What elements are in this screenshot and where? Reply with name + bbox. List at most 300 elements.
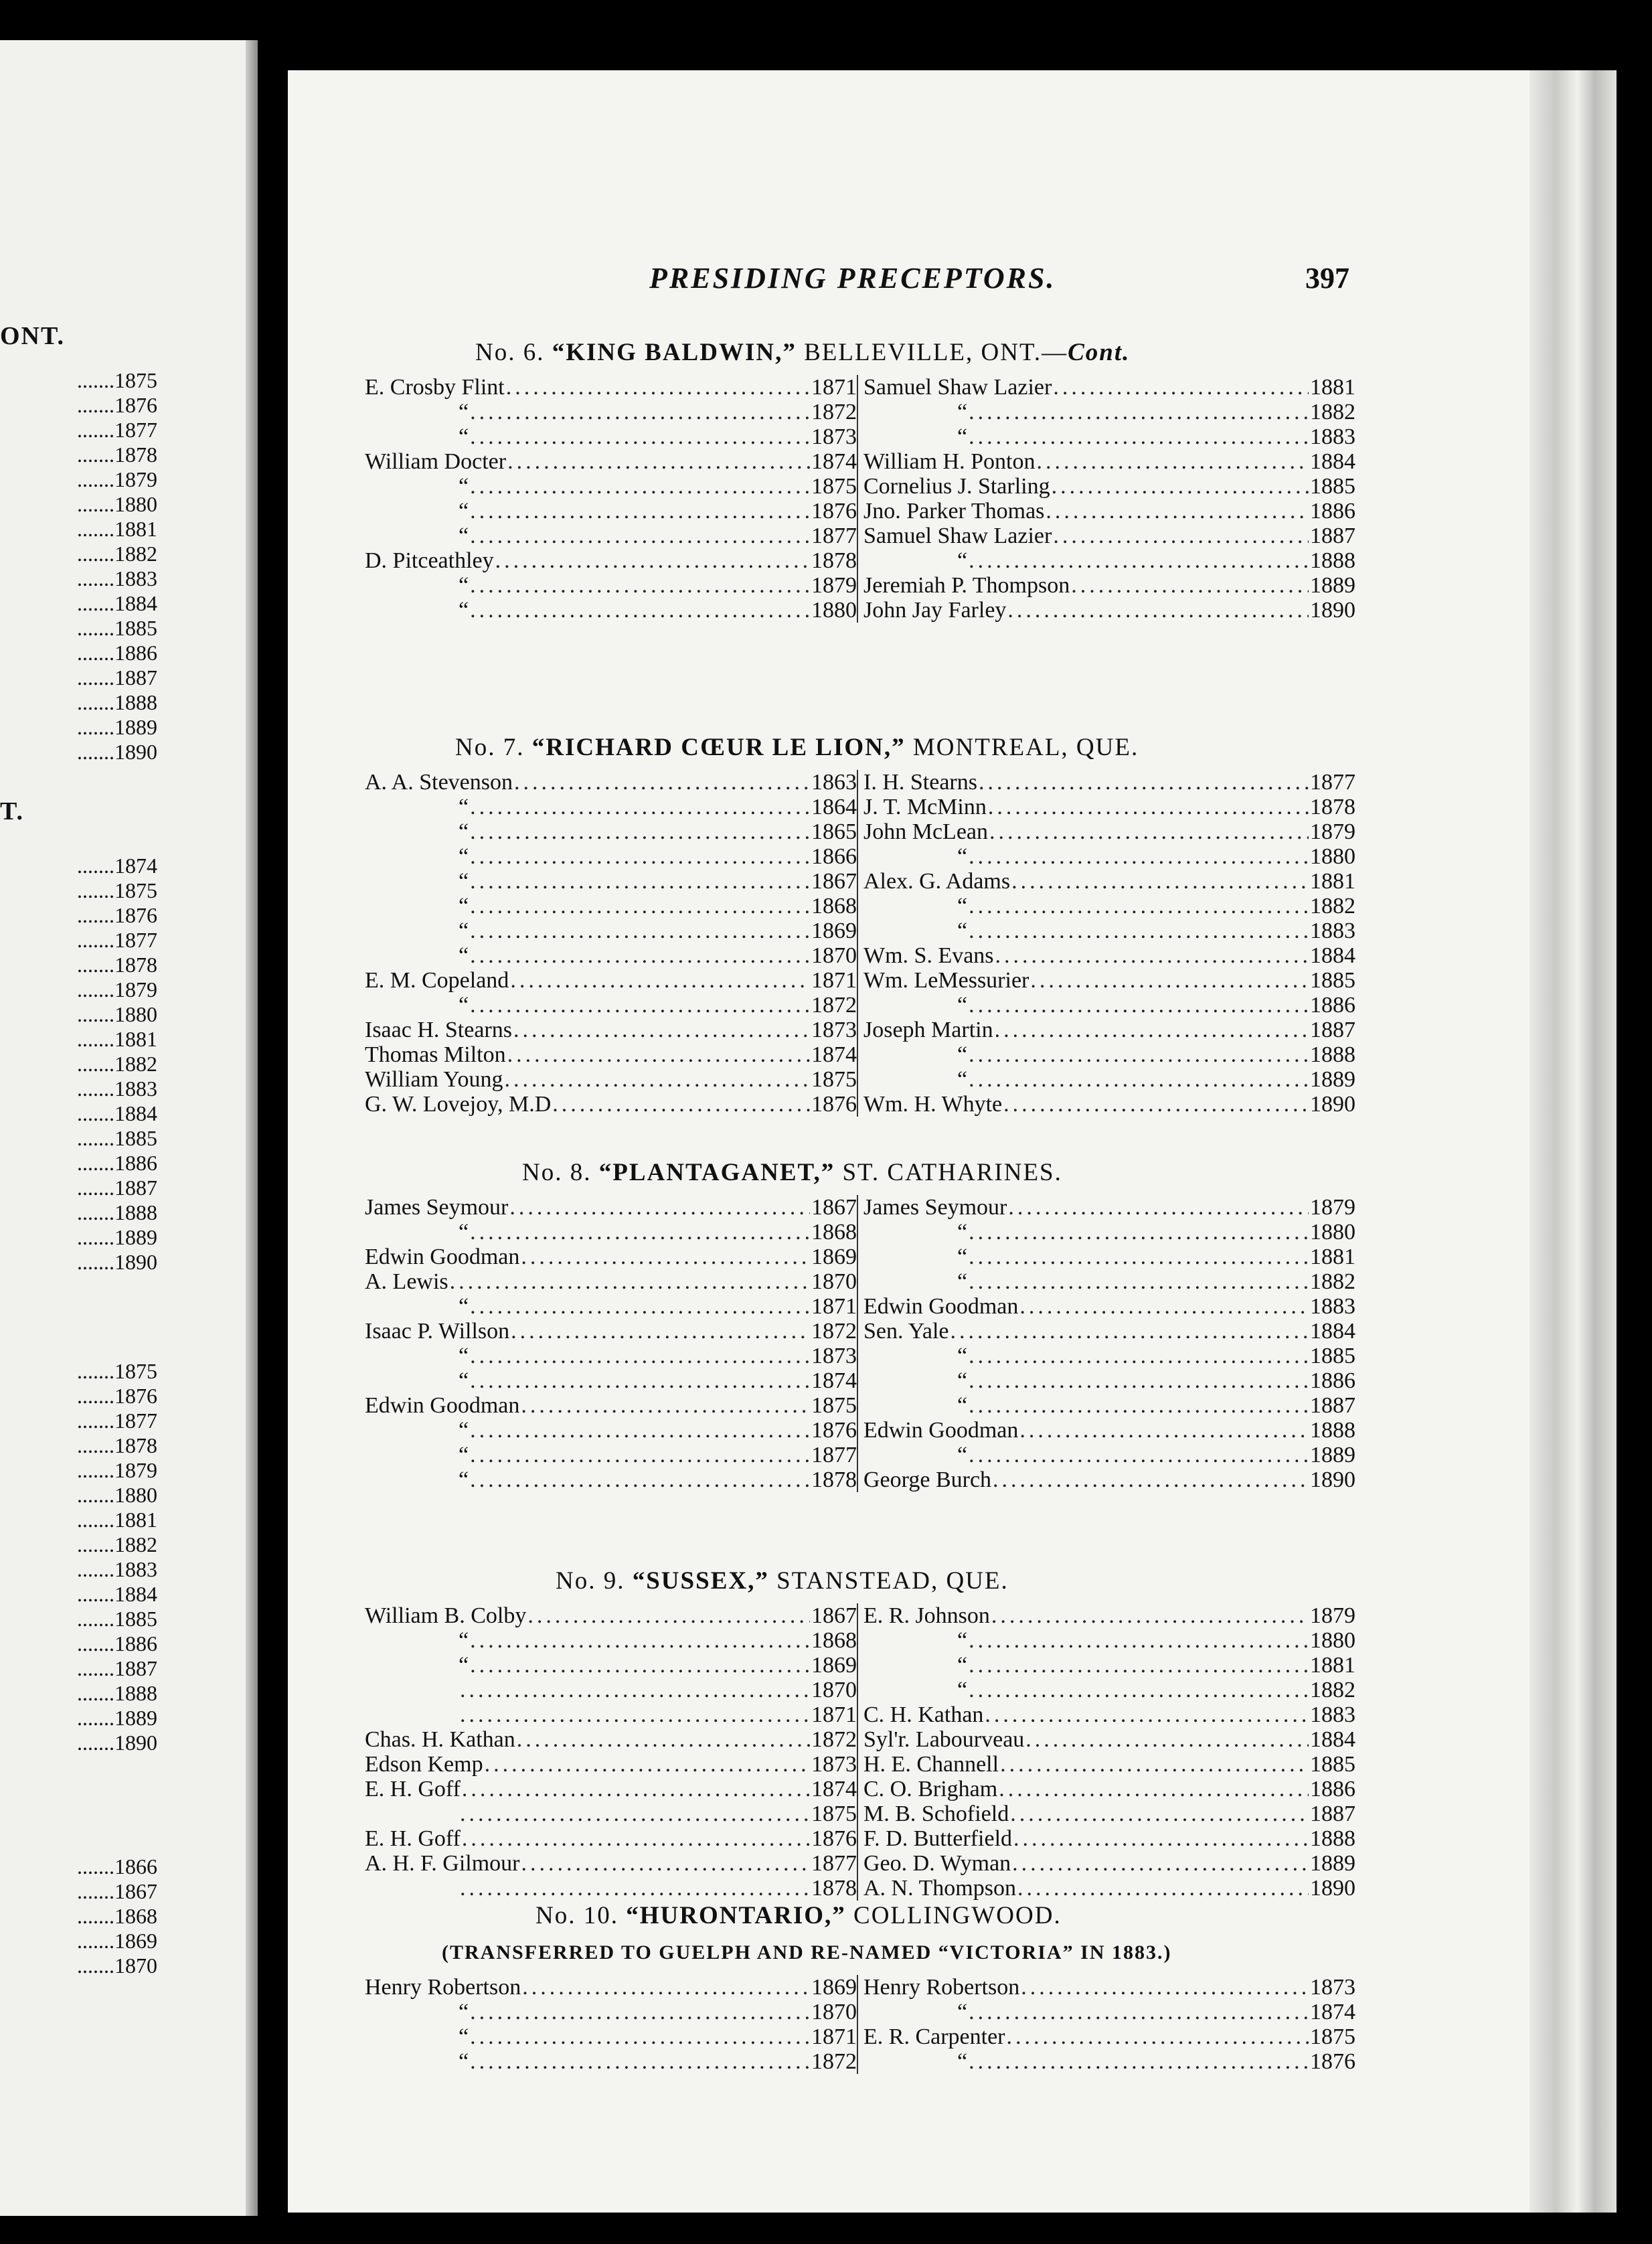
- section-title: [556, 1567, 1009, 1595]
- year: 1887: [1310, 1801, 1355, 1826]
- leader-dots: [470, 1344, 810, 1368]
- ditto-mark: “: [957, 1344, 968, 1368]
- year: 1880: [1310, 844, 1355, 869]
- ditto-mark: “: [957, 1443, 968, 1467]
- leader-dots: [1010, 1801, 1309, 1826]
- lodge-name: “PLANTAGANET,”: [598, 1159, 835, 1186]
- preceptor-row: [863, 770, 1355, 795]
- column-divider: [857, 375, 858, 623]
- leader-dots: [1046, 499, 1309, 524]
- preceptor-name: Chas. H. Kathan: [365, 1727, 515, 1752]
- preceptor-row: [863, 2000, 1355, 2024]
- preceptor-row: [365, 1067, 857, 1092]
- ditto-mark: “: [459, 943, 469, 968]
- leader-dots: [460, 1801, 810, 1826]
- facing-page-year: .......1889: [77, 1225, 157, 1249]
- preceptor-name: G. W. Lovejoy, M.D: [365, 1092, 552, 1117]
- preceptor-row: [365, 1018, 857, 1042]
- preceptor-name: George Burch: [863, 1467, 992, 1492]
- facing-page-year: .......1890: [77, 1731, 157, 1755]
- year: 1890: [1310, 1467, 1355, 1492]
- preceptor-name: Jeremiah P. Thompson: [863, 573, 1070, 598]
- leader-dots: [485, 1752, 810, 1777]
- leader-dots: [1071, 573, 1309, 598]
- facing-page-year: .......1878: [77, 443, 157, 467]
- preceptor-row: [863, 524, 1355, 548]
- facing-page-year: .......1886: [77, 641, 157, 665]
- leader-dots: [495, 548, 810, 573]
- preceptor-row: [365, 1245, 857, 1269]
- preceptor-name: Henry Robertson: [863, 1975, 1020, 2000]
- column-divider: [857, 1603, 858, 1901]
- ditto-mark: “: [459, 1294, 469, 1319]
- facing-page-year: .......1877: [77, 1409, 157, 1433]
- facing-page-heading: ONT.: [0, 322, 66, 350]
- preceptor-row: [863, 1801, 1355, 1826]
- ditto-mark: “: [459, 894, 469, 918]
- year: 1887: [1310, 524, 1355, 548]
- preceptor-row: [365, 1344, 857, 1368]
- preceptor-row: [863, 598, 1355, 623]
- year: 1884: [1310, 943, 1355, 968]
- preceptor-row: [863, 1195, 1355, 1220]
- page-edge: [1530, 70, 1617, 2213]
- year: 1874: [811, 1368, 857, 1393]
- leader-dots: [470, 869, 810, 894]
- leader-dots: [521, 1393, 810, 1418]
- year: 1871: [811, 375, 857, 400]
- year: 1888: [1310, 1826, 1355, 1851]
- preceptor-name: A. N. Thompson: [863, 1876, 1016, 1901]
- preceptor-row: [365, 1678, 857, 1702]
- preceptor-name: M. B. Schofield: [863, 1801, 1009, 1826]
- year: 1879: [1310, 819, 1355, 844]
- year: 1873: [1310, 1975, 1355, 2000]
- preceptor-column-left: [365, 1195, 857, 1492]
- preceptor-row: [863, 1678, 1355, 1702]
- leader-dots: [470, 499, 810, 524]
- leader-dots: [969, 1245, 1309, 1269]
- preceptor-row: [863, 499, 1355, 524]
- leader-dots: [995, 943, 1309, 968]
- leader-dots: [470, 524, 810, 548]
- ditto-mark: “: [459, 819, 469, 844]
- column-divider: [857, 1975, 858, 2074]
- preceptor-name: Syl'r. Labourveau: [863, 1727, 1025, 1752]
- leader-dots: [470, 844, 810, 869]
- lodge-name: “HURONTARIO,”: [626, 1902, 846, 1929]
- preceptor-name: Samuel Shaw Lazier: [863, 375, 1052, 400]
- facing-page-year: .......1888: [77, 690, 157, 714]
- preceptor-row: [863, 1018, 1355, 1042]
- preceptor-column-right: [863, 770, 1355, 1117]
- leader-dots: [470, 1628, 810, 1653]
- preceptor-row: [365, 1220, 857, 1245]
- leader-dots: [470, 598, 810, 623]
- preceptor-row: [365, 1195, 857, 1220]
- column-divider: [857, 1195, 858, 1492]
- year: 1883: [1310, 1294, 1355, 1319]
- year: 1883: [1310, 918, 1355, 943]
- year: 1872: [811, 993, 857, 1018]
- leader-dots: [517, 1727, 810, 1752]
- leader-dots: [507, 1042, 810, 1067]
- facing-page-year: .......1888: [77, 1681, 157, 1705]
- year: 1876: [811, 1826, 857, 1851]
- preceptor-row: [863, 1294, 1355, 1319]
- facing-page-year: .......1867: [77, 1879, 157, 1903]
- year: 1886: [1310, 499, 1355, 524]
- lodge-number: No. 9.: [556, 1567, 625, 1595]
- year: 1881: [1310, 1245, 1355, 1269]
- lodge-name: “SUSSEX,”: [632, 1567, 769, 1595]
- leader-dots: [969, 2000, 1309, 2024]
- leader-dots: [969, 400, 1309, 424]
- year: 1870: [811, 2000, 857, 2024]
- leader-dots: [969, 1067, 1309, 1092]
- preceptor-name: J. T. McMinn: [863, 795, 987, 819]
- facing-page-year: .......1874: [77, 854, 157, 878]
- running-head: PRESIDING PRECEPTORS.: [649, 262, 1056, 295]
- preceptor-row: [365, 968, 857, 993]
- preceptor-row: [365, 1752, 857, 1777]
- leader-dots: [460, 1678, 810, 1702]
- preceptor-name: Edwin Goodman: [365, 1393, 520, 1418]
- preceptor-name: James Seymour: [365, 1195, 509, 1220]
- preceptor-row: [863, 819, 1355, 844]
- facing-page-year: .......1887: [77, 665, 157, 690]
- year: 1882: [1310, 1269, 1355, 1294]
- preceptor-row: [365, 844, 857, 869]
- facing-page-year: .......1890: [77, 1250, 157, 1274]
- year: 1879: [1310, 1195, 1355, 1220]
- preceptor-name: E. H. Goff: [365, 1826, 461, 1851]
- leader-dots: [527, 1603, 810, 1628]
- year: 1874: [811, 449, 857, 474]
- preceptor-row: [365, 1826, 857, 1851]
- preceptor-name: C. H. Kathan: [863, 1702, 984, 1727]
- preceptor-row: [365, 1467, 857, 1492]
- preceptor-name: William B. Colby: [365, 1603, 527, 1628]
- leader-dots: [1030, 968, 1309, 993]
- year: 1890: [1310, 1876, 1355, 1901]
- leader-dots: [988, 795, 1309, 819]
- year: 1868: [811, 894, 857, 918]
- preceptor-row: [863, 1603, 1355, 1628]
- leader-dots: [470, 918, 810, 943]
- preceptor-row: [365, 943, 857, 968]
- preceptor-name: John Jay Farley: [863, 598, 1007, 623]
- preceptor-row: [863, 1042, 1355, 1067]
- preceptor-row: [365, 474, 857, 499]
- ditto-mark: “: [459, 2024, 469, 2049]
- year: 1869: [811, 918, 857, 943]
- year: 1871: [811, 1294, 857, 1319]
- ditto-mark: “: [957, 1067, 968, 1092]
- preceptor-name: Cornelius J. Starling: [863, 474, 1050, 499]
- year: 1877: [1310, 770, 1355, 795]
- leader-dots: [470, 2049, 810, 2074]
- preceptor-row: [365, 598, 857, 623]
- leader-dots: [470, 993, 810, 1018]
- preceptor-row: [365, 499, 857, 524]
- leader-dots: [514, 770, 810, 795]
- preceptor-row: [863, 573, 1355, 598]
- facing-page-year: .......1876: [77, 903, 157, 927]
- year: 1884: [1310, 449, 1355, 474]
- facing-page-year: .......1875: [77, 368, 157, 392]
- facing-page-edge: [246, 40, 258, 2216]
- year: 1889: [1310, 1067, 1355, 1092]
- year: 1888: [1310, 548, 1355, 573]
- preceptor-column-left: [365, 375, 857, 623]
- preceptor-name: Thomas Milton: [365, 1042, 506, 1067]
- leader-dots: [507, 449, 810, 474]
- leader-dots: [1025, 1727, 1309, 1752]
- preceptor-row: [863, 1975, 1355, 2000]
- year: 1885: [1310, 968, 1355, 993]
- preceptor-row: [863, 1851, 1355, 1876]
- preceptor-row: [863, 548, 1355, 573]
- year: 1876: [811, 1418, 857, 1443]
- preceptor-name: William H. Ponton: [863, 449, 1036, 474]
- leader-dots: [470, 424, 810, 449]
- leader-dots: [470, 573, 810, 598]
- year: 1875: [1310, 2024, 1355, 2049]
- preceptor-row: [365, 1294, 857, 1319]
- year: 1874: [1310, 2000, 1355, 2024]
- facing-page-year: .......1875: [77, 1359, 157, 1383]
- preceptor-name: E. Crosby Flint: [365, 375, 505, 400]
- preceptor-row: [863, 943, 1355, 968]
- ditto-mark: “: [957, 1628, 968, 1653]
- year: 1883: [1310, 424, 1355, 449]
- facing-page-year: .......1877: [77, 928, 157, 952]
- section-title: [535, 1901, 1062, 1930]
- ditto-mark: “: [459, 573, 469, 598]
- preceptor-name: Jno. Parker Thomas: [863, 499, 1045, 524]
- ditto-mark: “: [459, 795, 469, 819]
- preceptor-row: [863, 1628, 1355, 1653]
- year: 1874: [811, 1042, 857, 1067]
- leader-dots: [521, 1245, 810, 1269]
- continued-label: Cont.: [1068, 339, 1131, 366]
- ditto-mark: “: [459, 1418, 469, 1443]
- leader-dots: [951, 1319, 1309, 1344]
- ditto-mark: “: [957, 1653, 968, 1678]
- leader-dots: [470, 1368, 810, 1393]
- facing-page-year: .......1885: [77, 1126, 157, 1150]
- year: 1890: [1310, 1092, 1355, 1117]
- ditto-mark: “: [459, 1467, 469, 1492]
- leader-dots: [993, 1467, 1309, 1492]
- facing-page-year: .......1878: [77, 1433, 157, 1457]
- leader-dots: [1052, 474, 1309, 499]
- section-note: (TRANSFERRED TO GUELPH AND RE-NAMED “VICTORIA” IN 1883.): [442, 1941, 1172, 1964]
- ditto-mark: “: [957, 2049, 968, 2074]
- page-number: 397: [1305, 262, 1349, 295]
- year: 1872: [811, 1727, 857, 1752]
- leader-dots: [969, 2049, 1309, 2074]
- year: 1883: [1310, 1702, 1355, 1727]
- preceptor-name: Isaac P. Willson: [365, 1319, 510, 1344]
- year: 1877: [811, 1443, 857, 1467]
- leader-dots: [1021, 1975, 1309, 2000]
- leader-dots: [522, 1975, 810, 2000]
- year: 1873: [811, 1752, 857, 1777]
- lodge-name: “KING BALDWIN,”: [552, 339, 797, 366]
- leader-dots: [470, 943, 810, 968]
- ditto-mark: “: [957, 400, 968, 424]
- section-title: [475, 338, 1130, 367]
- preceptor-name: E. R. Johnson: [863, 1603, 990, 1628]
- leader-dots: [1011, 869, 1309, 894]
- leader-dots: [510, 968, 810, 993]
- ditto-mark: “: [459, 2000, 469, 2024]
- facing-page-year: .......1880: [77, 1483, 157, 1507]
- preceptor-name: Alex. G. Adams: [863, 869, 1011, 894]
- year: 1878: [811, 1467, 857, 1492]
- year: 1884: [1310, 1727, 1355, 1752]
- preceptor-row: [365, 524, 857, 548]
- preceptor-name: Sen. Yale: [863, 1319, 949, 1344]
- leader-dots: [969, 894, 1309, 918]
- year: 1876: [1310, 2049, 1355, 2074]
- lodge-place: MONTREAL, QUE.: [912, 734, 1139, 761]
- ditto-mark: “: [459, 918, 469, 943]
- leader-dots: [969, 1653, 1309, 1678]
- leader-dots: [969, 1042, 1309, 1067]
- year: 1872: [811, 1319, 857, 1344]
- year: 1871: [811, 2024, 857, 2049]
- year: 1869: [811, 1245, 857, 1269]
- leader-dots: [969, 1269, 1309, 1294]
- facing-page-year: .......1882: [77, 1532, 157, 1556]
- preceptor-row: [365, 918, 857, 943]
- facing-page-year: .......1884: [77, 591, 157, 615]
- ditto-mark: “: [459, 869, 469, 894]
- leader-dots: [470, 1220, 810, 1245]
- leader-dots: [1053, 375, 1309, 400]
- preceptor-row: [365, 1851, 857, 1876]
- leader-dots: [470, 1443, 810, 1467]
- leader-dots: [509, 1195, 810, 1220]
- leader-dots: [504, 1067, 810, 1092]
- year: 1886: [1310, 1368, 1355, 1393]
- preceptor-name: C. O. Brigham: [863, 1777, 998, 1801]
- preceptor-row: [863, 1653, 1355, 1678]
- preceptor-name: E. H. Goff: [365, 1777, 461, 1801]
- preceptor-row: [365, 424, 857, 449]
- lodge-number: No. 6.: [475, 339, 545, 366]
- facing-page-year: .......1886: [77, 1631, 157, 1656]
- leader-dots: [470, 819, 810, 844]
- year: 1879: [1310, 1603, 1355, 1628]
- facing-page-year: .......1876: [77, 393, 157, 417]
- leader-dots: [969, 1393, 1309, 1418]
- ditto-mark: “: [459, 1653, 469, 1678]
- preceptor-row: [863, 424, 1355, 449]
- preceptor-row: [365, 449, 857, 474]
- ditto-mark: “: [957, 2000, 968, 2024]
- facing-page-year: .......1870: [77, 1953, 157, 1978]
- leader-dots: [470, 2000, 810, 2024]
- year: 1873: [811, 1344, 857, 1368]
- preceptor-name: H. E. Channell: [863, 1752, 999, 1777]
- preceptor-row: [365, 1777, 857, 1801]
- preceptor-row: [863, 1876, 1355, 1901]
- preceptor-row: [863, 795, 1355, 819]
- ditto-mark: “: [957, 1042, 968, 1067]
- preceptor-row: [863, 400, 1355, 424]
- year: 1877: [811, 524, 857, 548]
- preceptor-row: [863, 918, 1355, 943]
- year: 1876: [811, 499, 857, 524]
- ditto-mark: “: [957, 1220, 968, 1245]
- year: 1885: [1310, 1344, 1355, 1368]
- preceptor-row: [863, 449, 1355, 474]
- preceptor-name: Geo. D. Wyman: [863, 1851, 1011, 1876]
- year: 1874: [811, 1777, 857, 1801]
- preceptor-row: [365, 1269, 857, 1294]
- leader-dots: [1012, 1851, 1309, 1876]
- preceptor-name: Wm. H. Whyte: [863, 1092, 1003, 1117]
- year: 1875: [811, 1067, 857, 1092]
- leader-dots: [460, 1702, 810, 1727]
- ditto-mark: “: [957, 918, 968, 943]
- ditto-mark: “: [459, 424, 469, 449]
- year: 1880: [1310, 1628, 1355, 1653]
- year: 1888: [1310, 1042, 1355, 1067]
- preceptor-row: [863, 844, 1355, 869]
- preceptor-row: [365, 993, 857, 1018]
- leader-dots: [462, 1826, 810, 1851]
- ditto-mark: “: [957, 1678, 968, 1702]
- preceptor-row: [365, 2000, 857, 2024]
- preceptor-column-right: [863, 1975, 1355, 2074]
- ditto-mark: “: [957, 993, 968, 1018]
- facing-page-year: .......1877: [77, 418, 157, 442]
- year: 1881: [1310, 1653, 1355, 1678]
- preceptor-row: [365, 1801, 857, 1826]
- preceptor-row: [365, 819, 857, 844]
- year: 1879: [811, 573, 857, 598]
- lodge-number: No. 8.: [522, 1159, 592, 1186]
- preceptor-row: [863, 869, 1355, 894]
- preceptor-row: [863, 2049, 1355, 2074]
- facing-page-year: .......1889: [77, 715, 157, 739]
- lodge-number: No. 7.: [455, 734, 525, 761]
- column-divider: [857, 770, 858, 1117]
- preceptor-row: [365, 375, 857, 400]
- year: 1877: [811, 1851, 857, 1876]
- year: 1869: [811, 1653, 857, 1678]
- year: 1889: [1310, 573, 1355, 598]
- year: 1882: [1310, 1678, 1355, 1702]
- year: 1872: [811, 400, 857, 424]
- leader-dots: [470, 795, 810, 819]
- ditto-mark: “: [957, 1269, 968, 1294]
- preceptor-row: [863, 1393, 1355, 1418]
- leader-dots: [506, 375, 810, 400]
- preceptor-row: [863, 1467, 1355, 1492]
- lodge-number: No. 10.: [535, 1902, 618, 1929]
- preceptor-name: Henry Robertson: [365, 1975, 521, 2000]
- preceptor-row: [863, 1777, 1355, 1801]
- ditto-mark: “: [459, 1368, 469, 1393]
- leader-dots: [1003, 1092, 1309, 1117]
- ditto-mark: “: [957, 1393, 968, 1418]
